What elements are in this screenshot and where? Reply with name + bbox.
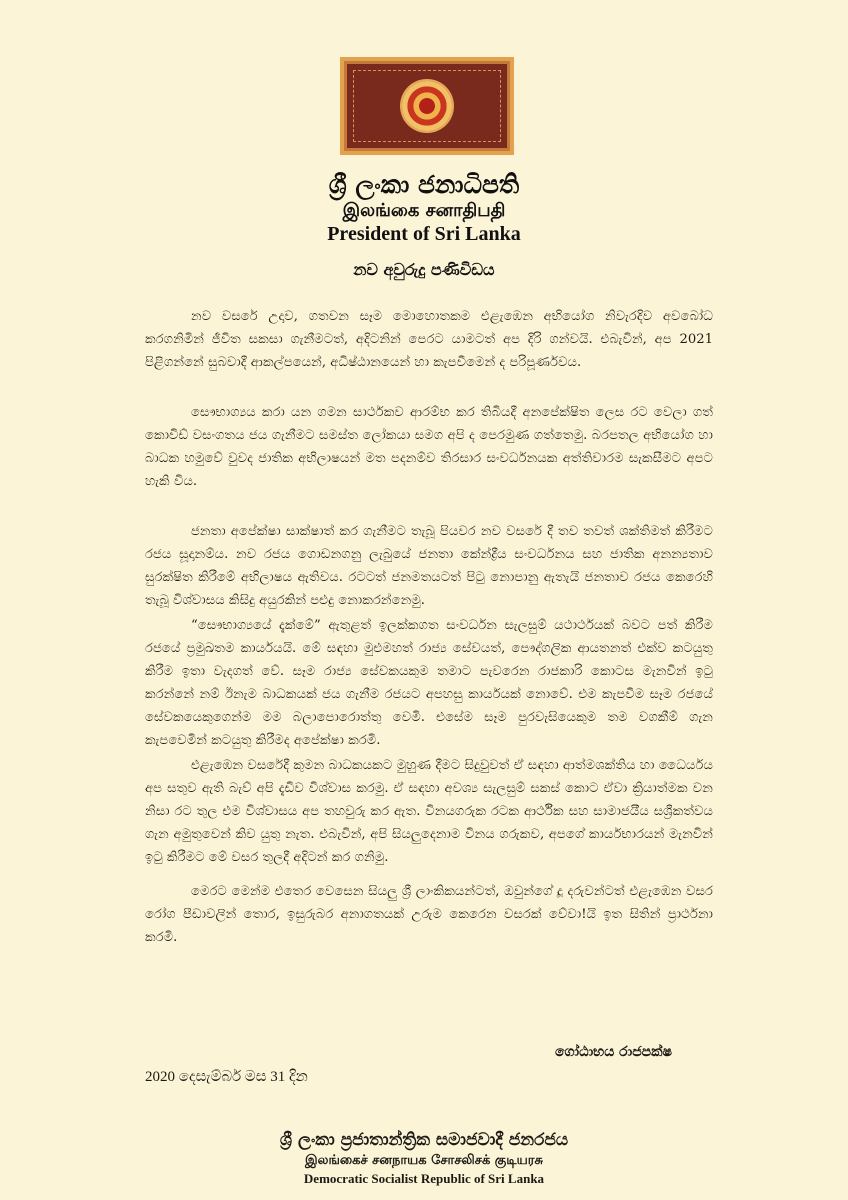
paragraph: මෙරට මෙන්ම එතෙර වෙසෙන සියලු ශ්‍රී ලාංකිකයන්ටත්, ඔවුන්ගේ දූ දරුවන්ටත් එළැඹෙන වසර රෝග පීඩාවලින් තොර, ඉසුරුබර අනාගතයක් උරුම කෙරෙන වසරක් වේවා!යි ඉත සිතින් ප්‍රාර්ථනා කරමි. <box>145 884 713 945</box>
footer-tamil: இலங்கைச் சனநாயக சோசலிசக் குடியரசு <box>305 1153 543 1168</box>
header-title-sinhala: ශ්‍රී ලංකා ජනාධිපති <box>328 170 520 199</box>
letter-date: 2020 දෙසැම්බර් මස 31 දින <box>145 1069 308 1085</box>
message-title: නව අවුරුදු පණිවිඩය <box>353 260 495 279</box>
paragraph: “සෞභාග්‍යයේ දැක්මේ” ඇතුළත් ඉලක්කගත සංවර්ධන සැලසුම් යථාර්ථයක් බවට පත් කිරීම රජයේ ප්‍රමුඛතම කාර්යයයි. මේ සඳහා මුළුමහත් රාජ්‍ය සේවයත්, පෞද්ගලික ආයතනත් එක්ව කටයුතු කිරීම ඉතා වැදගත් වේ. සෑම රාජ්‍ය සේවකයකුම තමාට පැවරෙන රාජකාරි කොටස මැනවින් ඉටු කරන්නේ නම් ඊනැම බාධකයක් ජය ගැනීම රජයට අපහසු කාර්යයක් නොවේ. එම කැපවීම සෑම රජයේ සේවකයෙකුගෙන්ම මම බලාපොරොත්තු වෙමි. එසේම සෑම පුරවැසියෙකුම තම වගකීම් ගැන කැපවෙමින් කටයුතු කිරීමද අපේක්ෂා කරමි. <box>145 618 713 748</box>
paragraph: එළැඹෙන වසරේදී කුමන බාධකයකට මුහුණ දීමට සිදුවුවත් ඒ සඳහා ආත්මශක්තිය හා ධෛර්යය අප සතුව ඇති බැව් අපි දැඩිව විශ්වාස කරමු. ඒ සඳහා අවශ්‍ය සැලසුම් සකස් කොට ඒවා ක්‍රියාත්මක වන නිසා රට තුල එම විශ්වාසය අප තහවුරු කර ඇත. විනයගරුක රටක ආර්ථික සහ සාමාජයීය සශ්‍රීකත්වය ගැන අමුතුවෙන් කිව යුතු නැත. එබැවින්, අපි සියලුදෙනාම විනය ගරුකව, අපගේ කාර්යභාරයන් මැනවින් ඉටු කිරීමට මේ වසර තුලදී අදිටන් කර ගනිමු. <box>145 758 713 865</box>
header-title-english: President of Sri Lanka <box>327 223 521 245</box>
paragraph: ජනතා අපේක්ෂා සාක්ෂාත් කර ගැනීමට තැබූ පියවර නව වසරේ දී තව තවත් ශක්තිමත් කිරීමට රජය සූදානම්ය. නව රජය ගොඩනගනු ලැබුයේ ජනතා කේන්ද්‍රීය සංවර්ධනය සහ ජාතික අනන්‍යතාව සුරක්ෂිත කිරීමේ අභිලාෂය ඇතිවය. රටටත් ජනමතයටත් පිටු නොපානු ඇතැයි ජනතාව රජය කෙරෙහි තැබූ විශ්වාසය කිසිදු අයුරකින් පළුදු නොකරන්නෙමු. <box>145 524 713 608</box>
paragraph: සෞභාග්‍යය කරා යන ගමන සාර්ථකව ආරම්භ කර තිබියදී අනපේක්ෂිත ලෙස රට වෙලා ගත් කොවිඩ් වසංගතය ජය ගැනීමට සමස්ත ලෝකයා සමග අපි ද පෙරමුණ ගත්තෙමු. බරපතල අභියෝග හා බාධක හමුවේ වුවද ජාතික අභිලාෂයන් මත පදනම්ව තිරසාර සංවර්ධනයක අත්තිවාරම සැකසීමට අපට හැකි විය. <box>145 405 713 489</box>
presidential-flag-emblem <box>340 57 514 155</box>
footer-sinhala: ශ්‍රී ලංකා ප්‍රජාතාන්ත්‍රික සමාජවාදී ජනරජය <box>279 1130 569 1150</box>
signature-name: ගෝඨාභය රාජපක්ෂ <box>554 1044 672 1060</box>
header-title-tamil: இலங்கை சனாதிபதி <box>342 200 506 221</box>
sun-emblem-icon <box>402 81 452 131</box>
paragraph: නව වසරේ උදාව, ගතවන සෑම මොහොතකම එළැඹෙන අභියෝග නිවැරදිව අවබෝධ කරගනිමින් ජීවිත සකසා ගැනීමටත්, අදිටනින් පෙරට යාමටත් අප දිරි ගන්වයි. එබැවින්, අප 2021 පිළිගන්නේ සුබවාදී ආකල්පයෙන්, අධිෂ්ඨානයෙන් හා කැපවීමෙන් ද පරිපූර්ණවය. <box>145 309 713 370</box>
footer-english: Democratic Socialist Republic of Sri Lanka <box>303 1171 545 1186</box>
